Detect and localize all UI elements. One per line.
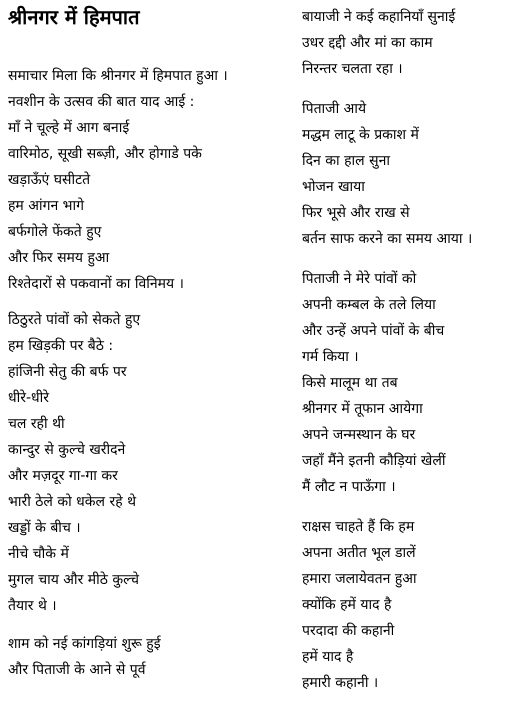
poem-line: हम आंगन भागे	[8, 198, 85, 214]
poem-line: पिताजी आये	[302, 101, 367, 117]
poem-line: अपनी कम्बल के तले लिया	[302, 297, 436, 313]
poem-line: तैयार थे ।	[8, 598, 57, 614]
poem-line: नीचे चौके में	[8, 546, 69, 562]
poem-line: समाचार मिला कि श्रीनगर में हिमपात हुआ ।	[8, 68, 228, 84]
stanza-2	[8, 307, 296, 619]
poem-line: हमारी कहानी ।	[302, 675, 379, 691]
poem-line: परदादा की कहानी	[302, 623, 395, 639]
poem-line: दिन का हाल सुना	[302, 153, 390, 169]
poem-line: और मज़दूर गा-गा कर	[8, 468, 118, 484]
poem-line: वारिमोठ, सूखी सब्ज़ी, और होगाडे पके	[8, 146, 202, 162]
poem-line: फिर भूसे और राख से	[302, 205, 410, 221]
poem-line: धीरे-धीरे	[8, 390, 49, 406]
poem-line: माँ ने चूल्हे में आग बनाई	[8, 120, 130, 136]
poem-line: अपने जन्मस्थान के घर	[302, 427, 416, 443]
poem-line: जहाँ मैंने इतनी कौड़ियां खेलीं	[302, 453, 446, 469]
poem-line: मुगल चाय और मीठे कुल्चे	[8, 572, 140, 588]
poem-line: हमें याद है	[302, 649, 354, 665]
poem-line: भोजन खाया	[302, 179, 365, 195]
poem-line: मद्धम लाटू के प्रकाश में	[302, 127, 419, 143]
poem-line: रिश्तेदारों से पकवानों का विनिमय ।	[8, 276, 184, 292]
poem-line: खड़ाऊँएं घसीटते	[8, 172, 91, 188]
stanza-5	[302, 96, 517, 252]
poem-line: कान्दुर से कुल्चे खरीदने	[8, 442, 126, 458]
poem-line: राक्षस चाहते हैं कि हम	[302, 519, 415, 535]
poem-line: खड्डों के बीच ।	[8, 520, 81, 536]
poem-line: अपना अतीत भूल डालें	[302, 545, 416, 561]
poem-line: किसे मालूम था तब	[302, 375, 398, 391]
poem-line: गर्म किया ।	[302, 349, 359, 365]
poem-line: और पिताजी के आने से पूर्व	[8, 662, 146, 678]
poem-line: चल रही थी	[8, 416, 65, 432]
poem-line: उधर द्दद्दी और मां का काम	[302, 35, 433, 51]
poem-line: नवशीन के उत्सव की बात याद आई :	[8, 94, 195, 110]
poem-line: हांजिनी सेतु की बर्फ पर	[8, 364, 127, 380]
stanza-3	[8, 631, 296, 683]
poem-line: और उन्हें अपने पांवों के बीच	[302, 323, 445, 339]
left-column	[8, 0, 296, 683]
right-column	[302, 0, 517, 696]
poem-line: बर्फगोले फेंकते हुए	[8, 224, 102, 240]
poem-line: क्योंकि हमें याद है	[302, 597, 392, 613]
stanza-6	[302, 266, 517, 500]
poem-line: श्रीनगर में तूफान आयेगा	[302, 401, 423, 417]
poem-line: बायाजी ने कई कहानियाँ सुनाई	[302, 9, 456, 25]
poem-title: श्रीनगर में हिमपात	[8, 5, 140, 29]
poem-line: हम खिड़की पर बैठे :	[8, 338, 114, 354]
stanza-1	[8, 63, 296, 297]
stanza-7	[302, 514, 517, 696]
poem-line: शाम को नई कांगड़ियां शुरू हुई	[8, 636, 161, 652]
poem-line: मैं लौट न पाऊँगा ।	[302, 479, 396, 495]
stanza-4	[302, 4, 517, 82]
poem-line: बर्तन साफ करने का समय आया ।	[302, 231, 473, 247]
poem-line: भारी ठेले को धकेल रहे थे	[8, 494, 137, 510]
poem-line: और फिर समय हुआ	[8, 250, 110, 266]
poem-line: हमारा जलायेवतन हुआ	[302, 571, 417, 587]
poem-line: ठिठुरते पांवों को सेकते हुए	[8, 312, 141, 328]
poem-line: निरन्तर चलता रहा ।	[302, 61, 403, 77]
poem-line: पिताजी ने मेरे पांवों को	[302, 271, 417, 287]
